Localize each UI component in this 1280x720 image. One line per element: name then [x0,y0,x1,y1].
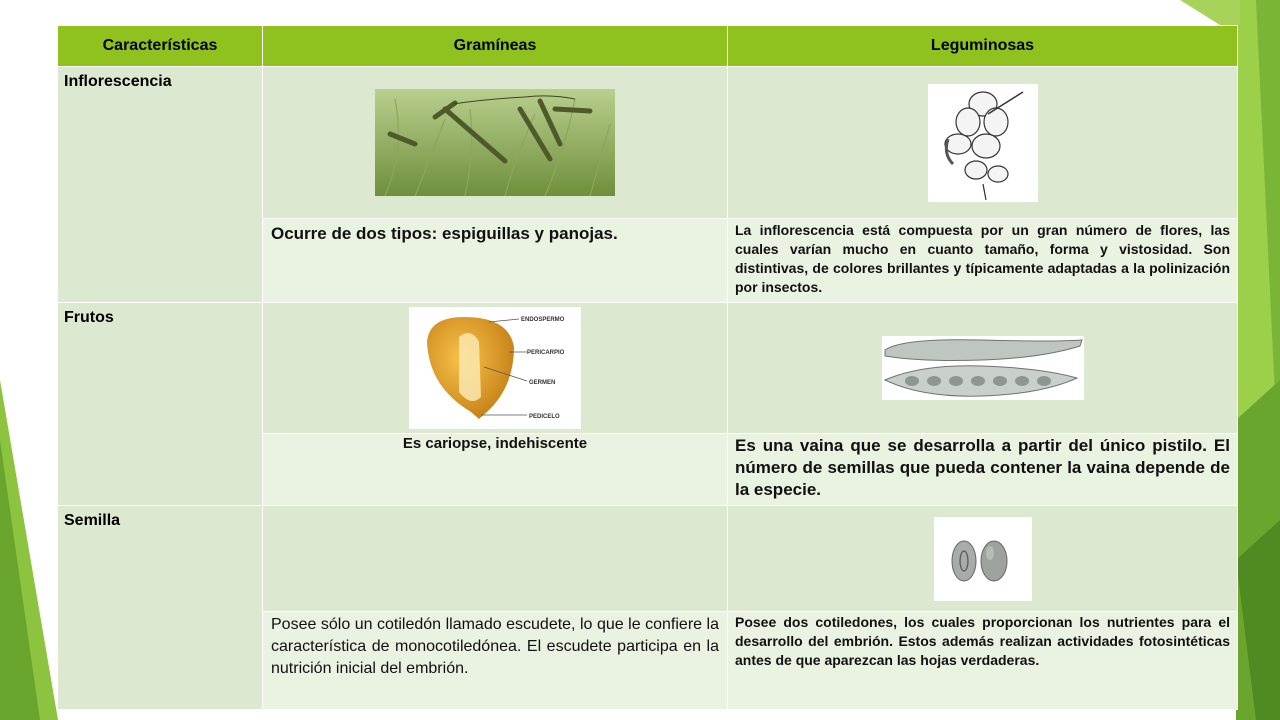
table-row [58,506,1238,612]
legume-pod-image [882,336,1084,400]
left-green-decoration [0,0,60,720]
graminea-seed-cell [263,506,728,612]
leguminosa-fruit-text-cell [728,434,1238,506]
leguminosa-seed-text: Posee dos cotiledones, los cuales proporcionan los nutrientes para el desarrollo del embrión. Estos además realizan actividades fotosintéticas antes de que aparezcan las hojas verdaderas. [735,614,1230,668]
header-caracteristicas: Características [58,26,263,67]
legume-flower-image [928,84,1038,202]
graminea-fruit-text: Es cariopse, indehiscente [402,435,588,452]
graminea-fruit-cell [263,303,728,434]
leguminosa-seed-text-cell [728,612,1238,710]
header-leguminosas: Leguminosas [728,26,1238,67]
leguminosa-inflorescence-text-cell [728,219,1238,303]
corn-kernel-diagram-image [409,307,581,429]
header-gramineas: Gramíneas [263,26,728,67]
row-label-inflorescencia: Inflorescencia [58,67,263,303]
grass-spikes-image [375,89,615,196]
leguminosa-inflorescence-text: La inflorescencia está compuesta por un gran número de flores, las cuales varían mucho en cuanto tamaño, forma y vistosidad. Son distintivas, de colores brillantes y típicamente adaptadas a la polinización por insectos. [735,222,1230,295]
graminea-seed-text: Posee sólo un cotiledón llamado escudete, lo que le confiere la característica de monocotiledónea. El escudete participa en la nutrición inicial del embrión. [271,616,719,677]
bean-seeds-image [934,517,1032,601]
graminea-fruit-text-cell [263,434,728,506]
leguminosa-seed-cell [728,506,1238,612]
leguminosa-inflorescence-cell [728,67,1238,219]
graminea-inflorescence-text: Ocurre de dos tipos: espiguillas y panojas. [271,224,618,243]
right-green-decoration [1236,0,1280,720]
table-header-row [58,26,1238,67]
table-row [58,67,1238,219]
leguminosa-fruit-cell [728,303,1238,434]
comparison-table [57,25,1238,710]
diagram-label-endospermo: ENDOSPERMO [521,317,565,323]
leguminosa-fruit-text: Es una vaina que se desarrolla a partir del único pistilo. El número de semillas que pueda contener la vaina depende de la especie. [735,436,1230,499]
diagram-label-pedicelo: PEDICELO [529,414,560,420]
diagram-label-pericarpio: PERICARPIO [527,350,565,356]
table-row [58,303,1238,434]
graminea-inflorescence-cell [263,67,728,219]
row-label-semilla: Semilla [58,506,263,710]
graminea-seed-text-cell [263,612,728,710]
diagram-label-germen: GERMEN [529,380,556,386]
top-right-decoration [980,0,1240,25]
graminea-inflorescence-text-cell [263,219,728,303]
row-label-frutos: Frutos [58,303,263,506]
